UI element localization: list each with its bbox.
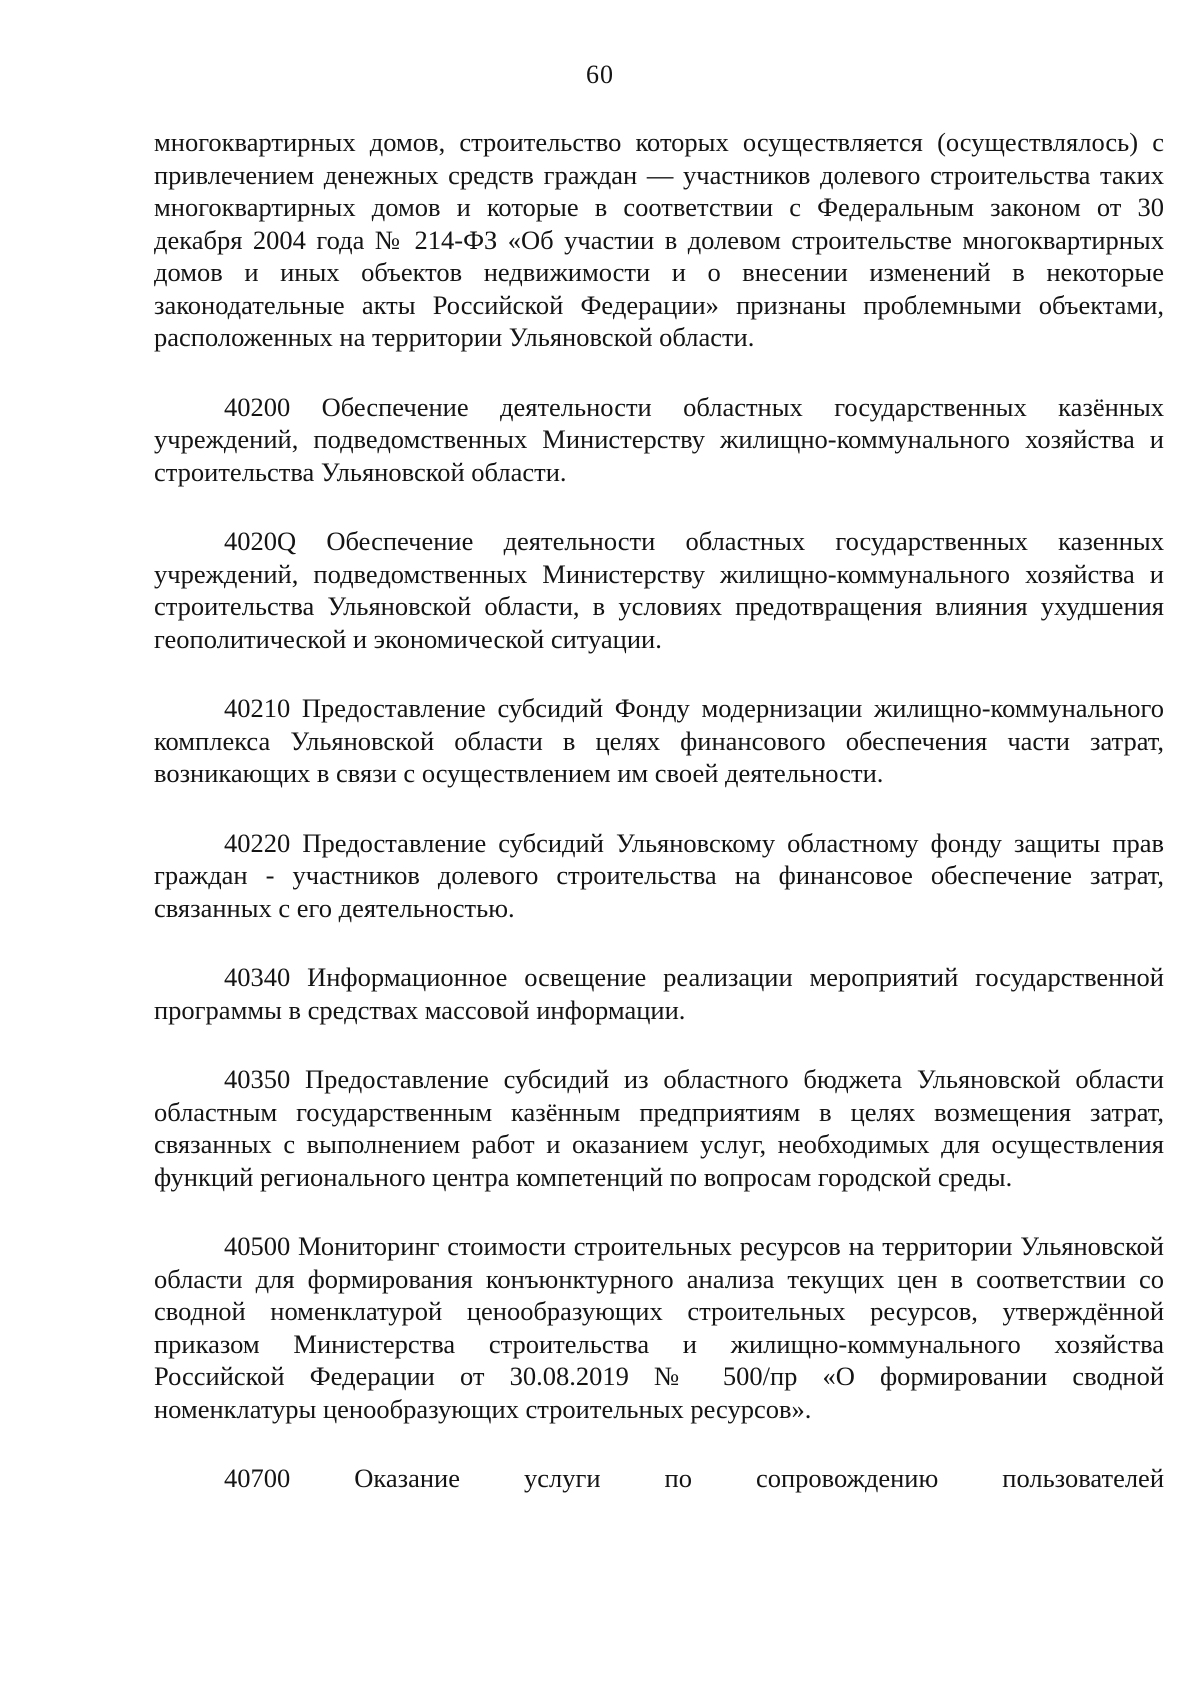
paragraph-40700: 40700 Оказание услуги по сопровождению пользователей <box>224 1463 1164 1493</box>
paragraph-40340: 40340 Информационное освещение реализации мероприятий государственной программы в средствах массовой информации. <box>154 962 1164 1025</box>
paragraph-40350: 40350 Предоставление субсидий из областного бюджета Ульяновской области областным государственным казённым предприятиям в целях возмещения затрат, связанных с выполнением работ и оказанием услуг, необходимых для осуществления функций регионального центра компетенций по вопросам городской среды. <box>154 1064 1164 1192</box>
paragraph-40200: 40200 Обеспечение деятельности областных государственных казённых учреждений, подведомственных Министерству жилищно-коммунального хозяйства и строительства Ульяновской области. <box>154 391 1164 487</box>
page-number: 60 <box>586 60 614 89</box>
paragraph-4020q: 4020Q Обеспечение деятельности областных государственных казенных учреждений, подведомственных Министерству жилищно-коммунального хозяйства и строительства Ульяновской области, в условиях предотвращения влияния ухудшения геополитической и экономической ситуации. <box>154 526 1164 654</box>
paragraph-continuation: многоквартирных домов, строительство которых осуществляется (осуществлялось) с привлечением денежных средств граждан — участников долевого строительства таких многоквартирных домов и которые в соответствии с Федеральным законом от 30 декабря 2004 года № 214-ФЗ «Об участии в долевом строительстве многоквартирных домов и иных объектов недвижимости и о внесении изменений в некоторые законодательные акты Российской Федерации» признаны проблемными объектами, расположенных на территории Ульяновской области. <box>154 127 1164 352</box>
paragraph-40220: 40220 Предоставление субсидий Ульяновскому областному фонду защиты прав граждан - участников долевого строительства на финансовое обеспечение затрат, связанных с его деятельностью. <box>154 827 1164 923</box>
paragraph-40210: 40210 Предоставление субсидий Фонду модернизации жилищно-коммунального комплекса Ульяновской области в целях финансового обеспечения части затрат, возникающих в связи с осуществлением им своей деятельности. <box>154 693 1164 788</box>
paragraph-40500: 40500 Мониторинг стоимости строительных ресурсов на территории Ульяновской области для формирования конъюнктурного анализа текущих цен в соответствии со сводной номенклатурой ценообразующих строительных ресурсов, утверждённой приказом Министерства строительства и жилищно-коммунального хозяйства Российской Федерации от 30.08.2019 № 500/пр «О формировании сводной номенклатуры ценообразующих строительных ресурсов». <box>154 1231 1164 1424</box>
document-body <box>154 126 1164 1495</box>
